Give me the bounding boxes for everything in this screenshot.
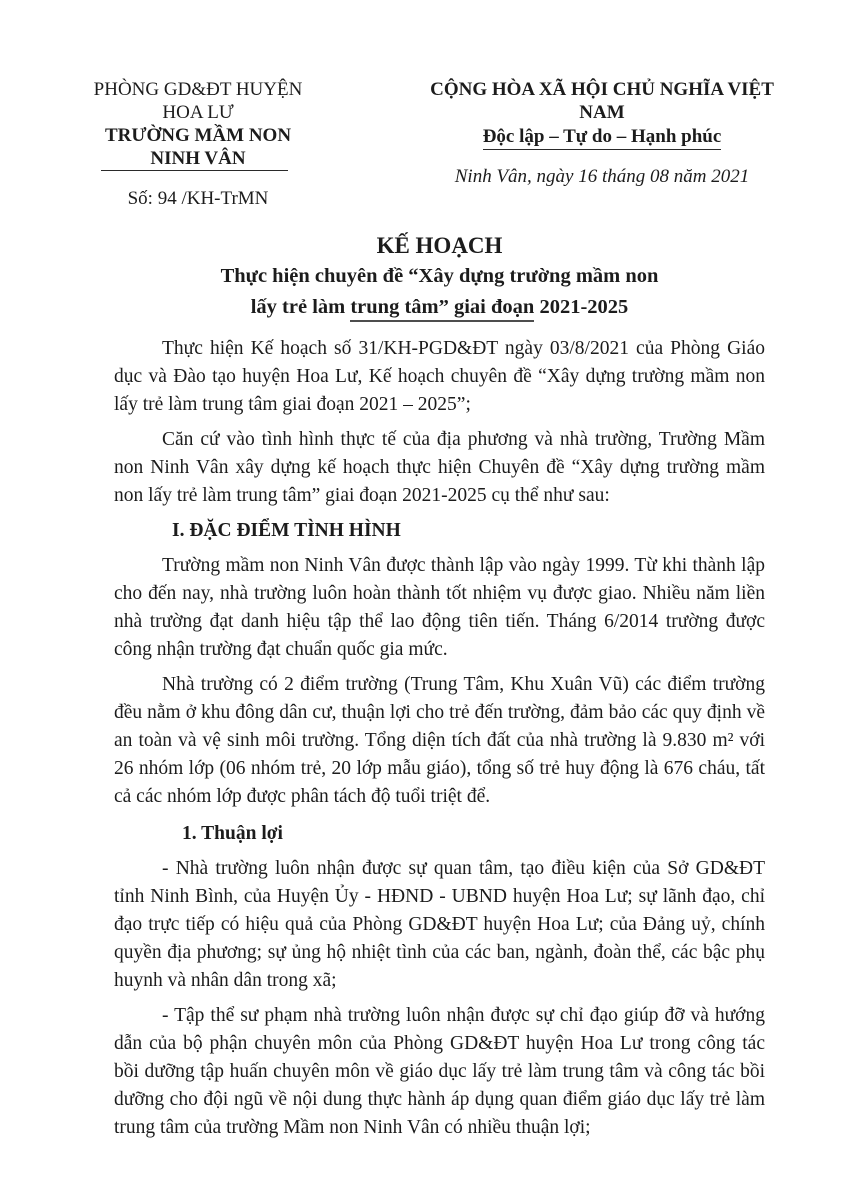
document-header [0, 0, 849, 210]
document-title [114, 230, 765, 323]
issuing-org-block [80, 78, 316, 210]
place-date-line: Ninh Vân, ngày 16 tháng 08 năm 2021 [454, 166, 750, 187]
title-line-3-post: 2021-2025 [534, 296, 629, 318]
title-line-1: KẾ HOẠCH [376, 233, 503, 258]
section-heading-characteristics: I. ĐẶC ĐIỂM TÌNH HÌNH [172, 520, 401, 541]
title-line-3-pre: lấy trẻ làm [250, 296, 351, 318]
country-heading: CỘNG HÒA XÃ HỘI CHỦ NGHĨA VIỆT NAM [430, 79, 774, 123]
paragraph-school-facilities: Nhà trường có 2 điểm trường (Trung Tâm, Khu Xuân Vũ) các điểm trường đều nằm ở khu đông dân cư, thuận lợi cho trẻ đến trường, đảm bảo các quy định về an toàn và vệ sinh môi trường. Tổng diện tích đất của nhà trường là 9.830 m² với 26 nhóm lớp (06 nhóm trẻ, 20 lớp mẫu giáo), tổng số trẻ huy động là 676 cháu, tất cả các nhóm lớp được phân tách độ tuổi triệt để. [114, 674, 765, 807]
paragraph-basis-1: Thực hiện Kế hoạch số 31/KH-PGD&ĐT ngày 03/8/2021 của Phòng Giáo dục và Đào tạo huyện Hoa Lư, Kế hoạch chuyên đề “Xây dựng trường mầm non lấy trẻ làm trung tâm giai đoạn 2021 – 2025”; [114, 338, 765, 415]
title-line-2: Thực hiện chuyên đề “Xây dựng trường mầm non [220, 265, 659, 287]
title-line-3-underlined: trung tâm” giai đoạn [350, 296, 534, 322]
school-name: TRƯỜNG MẦM NON NINH VÂN [80, 124, 316, 170]
document-body [114, 335, 765, 1142]
parent-org-name: PHÒNG GD&ĐT HUYỆN HOA LƯ [93, 79, 303, 123]
national-header-block [408, 78, 796, 210]
subsection-heading-advantages: 1. Thuận lợi [182, 823, 283, 844]
paragraph-advantage-2: - Tập thể sư phạm nhà trường luôn nhận được sự chỉ đạo giúp đỡ và hướng dẫn của bộ phận chuyên môn của Phòng GD&ĐT huyện Hoa Lư trong công tác bồi dưỡng tập huấn chuyên môn về giáo dục lấy trẻ làm trung tâm và công tác bồi dưỡng cho đội ngũ về nội dung thực hành áp dụng quan điểm giáo dục lấy trẻ làm trung tâm của trường Mầm non Ninh Vân có nhiều thuận lợi; [114, 1005, 765, 1138]
paragraph-advantage-1: - Nhà trường luôn nhận được sự quan tâm, tạo điều kiện của Sở GD&ĐT tỉnh Ninh Bình, của Huyện Ủy - HĐND - UBND huyện Hoa Lư; sự lãnh đạo, chỉ đạo trực tiếp có hiệu quả của Phòng GD&ĐT huyện Hoa Lư; của Đảng uỷ, chính quyền địa phương; sự ủng hộ nhiệt tình của các ban, ngành, đoàn thể, các bậc phụ huynh và nhân dân trong xã; [114, 858, 765, 991]
national-motto-text: Độc lập – Tự do – Hạnh phúc [483, 125, 722, 150]
document-number: Số: 94 /KH-TrMN [127, 188, 269, 209]
title-line-3 [114, 292, 765, 323]
paragraph-basis-2: Căn cứ vào tình hình thực tế của địa phương và nhà trường, Trường Mầm non Ninh Vân xây dựng kế hoạch thực hiện Chuyên đề “Xây dựng trường mầm non lấy trẻ làm trung tâm” giai đoạn 2021-2025 cụ thể như sau: [114, 429, 765, 506]
national-motto [408, 125, 796, 150]
paragraph-school-history: Trường mầm non Ninh Vân được thành lập vào ngày 1999. Từ khi thành lập cho đến nay, nhà trường luôn hoàn thành tốt nhiệm vụ được giao. Nhiều năm liền nhà trường đạt danh hiệu tập thể lao động tiên tiến. Tháng 6/2014 trường được công nhận trường đạt chuẩn quốc gia mức. [114, 555, 765, 660]
